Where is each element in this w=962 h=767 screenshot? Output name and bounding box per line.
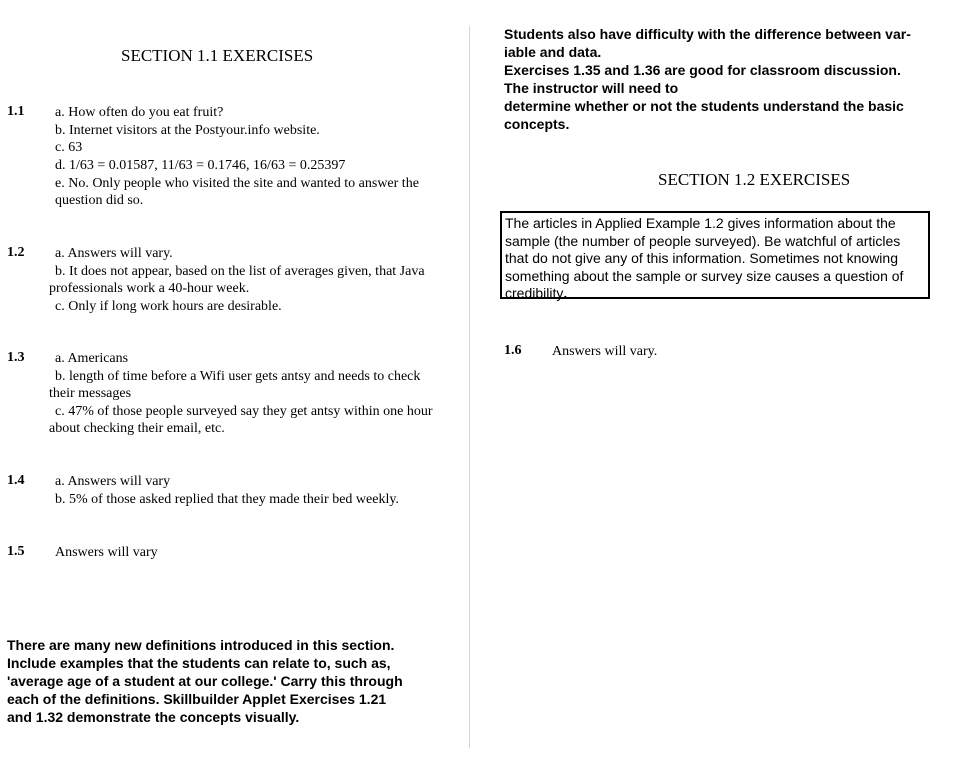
exercise-1-3-line: their messages xyxy=(49,386,132,401)
exercise-1-1-line: e. No. Only people who visited the site and wanted to answer the xyxy=(55,176,419,191)
exercise-1-6-line: Answers will vary. xyxy=(552,344,658,359)
exercise-1-2-line: professionals work a 40-hour week. xyxy=(49,281,250,296)
boxed-note-line xyxy=(505,285,928,303)
instructor-note-right xyxy=(504,25,911,133)
exercise-1-1-line: question did so. xyxy=(55,193,144,208)
exercise-1-3-line: about checking their email, etc. xyxy=(49,421,225,436)
note-line: Exercises 1.35 and 1.36 are good for classroom discussion. xyxy=(504,62,901,78)
exercise-1-2-line: c. Only if long work hours are desirable. xyxy=(55,299,282,314)
note-line: each of the definitions. Skillbuilder Applet Exercises 1.21 xyxy=(7,691,387,707)
exercise-1-3-line: a. Americans xyxy=(55,351,129,366)
exercise-number-1-3: 1.3 xyxy=(7,350,25,365)
exercise-number-1-4: 1.4 xyxy=(7,473,25,488)
exercise-number-1-6: 1.6 xyxy=(504,343,522,358)
instructor-note-left xyxy=(7,636,403,726)
boxed-note-line: that do not give any of this information. Sometimes not knowing xyxy=(505,250,898,266)
exercise-1-1-line: d. 1/63 = 0.01587, 11/63 = 0.1746, 16/63 = 0.25397 xyxy=(55,158,346,173)
exercise-1-5-line: Answers will vary xyxy=(55,545,158,560)
note-line: iable and data. xyxy=(504,44,602,60)
boxed-note-line: The articles in Applied Example 1.2 gives information about the xyxy=(505,215,896,231)
boxed-note xyxy=(500,211,930,299)
note-line: Include examples that the students can relate to, such as, xyxy=(7,655,391,671)
exercise-1-4-line: b. 5% of those asked replied that they made their bed weekly. xyxy=(55,492,399,507)
boxed-note-line: sample (the number of people surveyed). Be watchful of articles xyxy=(505,232,901,249)
column-divider xyxy=(469,26,470,748)
exercise-1-2-line: b. It does not appear, based on the list of averages given, that Java xyxy=(55,264,425,279)
exercise-1-1-line: a. How often do you eat fruit? xyxy=(55,105,224,120)
exercise-1-4-line: a. Answers will vary xyxy=(55,474,171,489)
exercise-number-1-2: 1.2 xyxy=(7,245,25,260)
exercise-1-1-line: b. Internet visitors at the Postyour.info website. xyxy=(55,123,320,138)
note-line: concepts. xyxy=(504,116,570,132)
note-line: and 1.32 demonstrate the concepts visually. xyxy=(7,709,300,725)
boxed-note-last-word: credibility xyxy=(505,285,564,301)
note-line: determine whether or not the students understand the basic xyxy=(504,98,904,114)
exercise-1-2-line: a. Answers will vary. xyxy=(55,246,173,261)
section-1-1-heading: SECTION 1.1 EXERCISES xyxy=(121,46,314,65)
exercise-number-1-1: 1.1 xyxy=(7,104,25,119)
section-1-2-heading: SECTION 1.2 EXERCISES xyxy=(658,170,851,189)
boxed-note-line: something about the sample or survey size causes a question of xyxy=(505,267,904,284)
note-line: There are many new definitions introduced in this section. xyxy=(7,637,395,653)
boxed-note-period: . xyxy=(563,285,568,301)
note-line: 'average age of a student at our college.' Carry this through xyxy=(7,673,403,689)
exercise-1-3-line: b. length of time before a Wifi user gets antsy and needs to check xyxy=(55,369,421,384)
exercise-number-1-5: 1.5 xyxy=(7,544,25,559)
exercise-1-3-line: c. 47% of those people surveyed say they get antsy within one hour xyxy=(55,404,433,419)
note-line: Students also have difficulty with the difference between var- xyxy=(504,26,911,42)
note-line: The instructor will need to xyxy=(504,80,679,96)
exercise-1-1-line: c. 63 xyxy=(55,140,83,155)
